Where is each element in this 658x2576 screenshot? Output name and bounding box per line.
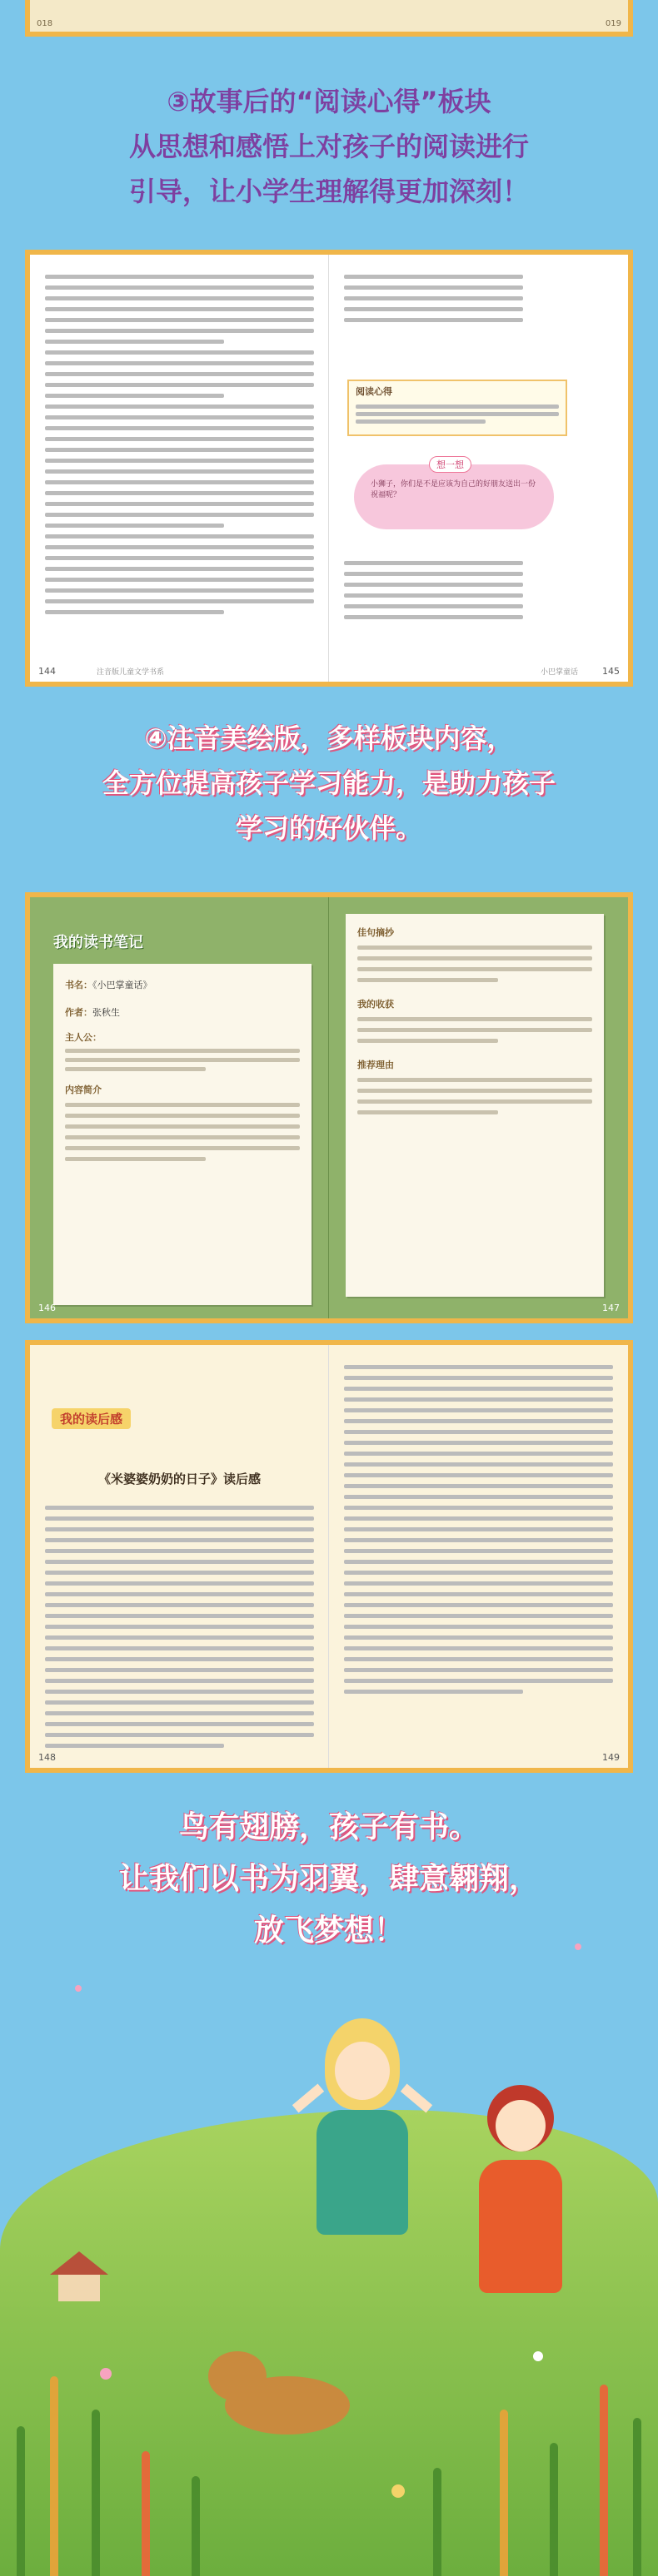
think-bubble — [354, 459, 554, 529]
page-number: 148 — [38, 1752, 56, 1763]
caption-line: 学习的好伙伴。 — [235, 812, 422, 844]
dog — [208, 2351, 358, 2443]
girl-blonde — [292, 2018, 433, 2368]
page-footer-title: 小巴掌童话 — [540, 668, 578, 677]
essay-title: 《米婆婆奶奶的日子》读后感 — [97, 1472, 261, 1487]
hero-line: 鸟有翅膀，孩子有书。 — [178, 1810, 479, 1844]
hero-line: 放飞梦想！ — [253, 1913, 404, 1948]
page-number: 145 — [602, 666, 620, 677]
left-page — [30, 1345, 329, 1768]
author-label: 作者： — [65, 1007, 92, 1018]
caption-illustrated-edition — [0, 716, 658, 851]
page-number-left: 018 — [37, 19, 53, 28]
reading-notes-box — [347, 380, 567, 436]
recommend-label: 推荐理由 — [357, 1060, 394, 1070]
reading-notes-title: 阅读心得 — [356, 386, 392, 397]
left-page — [30, 897, 329, 1318]
caption-line: 引导，让小学生理解得更加深刻！ — [128, 176, 529, 207]
previous-spread-strip — [25, 0, 633, 37]
caption-line: ③故事后的“阅读心得”板块 — [167, 86, 491, 117]
author-value: 张秋生 — [92, 1007, 120, 1018]
girl-redhead — [450, 2085, 591, 2401]
book-spread-reading-log — [25, 892, 633, 1323]
hero-line: 让我们以书为羽翼，肆意翱翔， — [118, 1862, 539, 1896]
page-number: 147 — [602, 1303, 620, 1313]
left-page — [30, 255, 329, 682]
book-name-value: 《小巴掌童话》 — [92, 980, 152, 990]
caption-line: ④注音美绘版，多样板块内容， — [144, 722, 514, 754]
hero-slogan — [0, 1802, 658, 1957]
house — [50, 2251, 108, 2301]
right-page — [328, 1345, 628, 1768]
caption-line: 全方位提高孩子学习能力，是助力孩子 — [102, 767, 556, 799]
note-paper-left — [53, 964, 312, 1305]
right-page — [328, 897, 628, 1318]
think-bubble-title: 想一想 — [429, 456, 471, 473]
page-number: 144 — [38, 666, 56, 677]
book-spread-reading-notes — [25, 250, 633, 687]
page-number: 146 — [38, 1303, 56, 1313]
summary-label: 内容简介 — [65, 1085, 102, 1095]
caption-line: 从思想和感悟上对孩子的阅读进行 — [128, 131, 529, 162]
hero-illustration — [0, 1769, 658, 2576]
book-name-label: 书名： — [65, 980, 92, 990]
reflection-title: 我的读后感 — [52, 1408, 131, 1429]
excerpt-label: 佳句摘抄 — [357, 927, 394, 938]
caption-reading-notes — [0, 79, 658, 214]
right-page — [328, 255, 628, 682]
page-number-right: 019 — [605, 19, 621, 28]
note-paper-right — [346, 914, 604, 1297]
page-footer-title: 注音版儿童文学书系 — [97, 668, 165, 677]
book-spread-reflection — [25, 1340, 633, 1773]
takeaway-label: 我的收获 — [357, 999, 394, 1010]
think-bubble-text: 小狮子，你们是不是应该为自己的好朋友送出一份祝福呢？ — [371, 480, 536, 499]
character-label: 主人公： — [65, 1032, 102, 1043]
page-number: 149 — [602, 1752, 620, 1763]
reading-log-title: 我的读书笔记 — [53, 934, 143, 951]
